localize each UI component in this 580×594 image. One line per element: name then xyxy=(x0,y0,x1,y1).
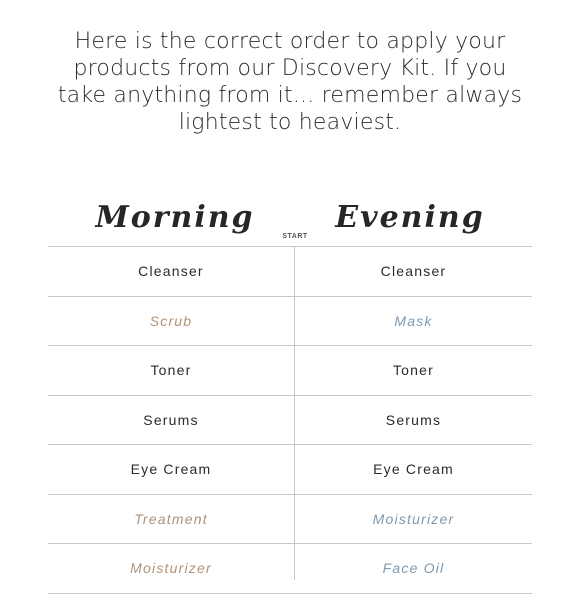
table-row xyxy=(48,396,532,446)
morning-step: Serums xyxy=(143,411,199,428)
table-row xyxy=(48,544,532,594)
intro-line: Here is the correct order to apply your xyxy=(74,29,506,54)
evening-step: Serums xyxy=(385,411,442,428)
table-row xyxy=(48,297,532,347)
intro-line: products from our Discovery Kit. If you xyxy=(73,56,507,81)
table-row xyxy=(48,445,532,495)
morning-step: Toner xyxy=(150,362,192,378)
intro-line: take anything from it... remember always xyxy=(57,83,523,108)
intro-line: lightest to heaviest. xyxy=(178,110,402,135)
morning-step: Moisturizer xyxy=(130,560,212,576)
evening-step: Moisturizer xyxy=(372,510,455,527)
morning-heading: Morning xyxy=(95,200,255,235)
evening-step: Eye Cream xyxy=(373,461,454,477)
intro-text xyxy=(40,28,540,136)
morning-step: Treatment xyxy=(134,510,208,527)
routine-table xyxy=(48,247,532,594)
start-label: START xyxy=(282,233,308,240)
morning-step: Cleanser xyxy=(138,263,204,279)
morning-step: Scrub xyxy=(149,312,193,329)
table-row xyxy=(48,247,532,297)
evening-step: Toner xyxy=(392,362,435,378)
morning-step: Eye Cream xyxy=(130,461,212,477)
evening-step: Face Oil xyxy=(382,560,445,576)
table-row xyxy=(48,495,532,545)
evening-step: Mask xyxy=(394,312,433,329)
evening-step: Cleanser xyxy=(380,263,447,279)
evening-heading: Evening xyxy=(335,200,485,235)
table-row xyxy=(48,346,532,396)
